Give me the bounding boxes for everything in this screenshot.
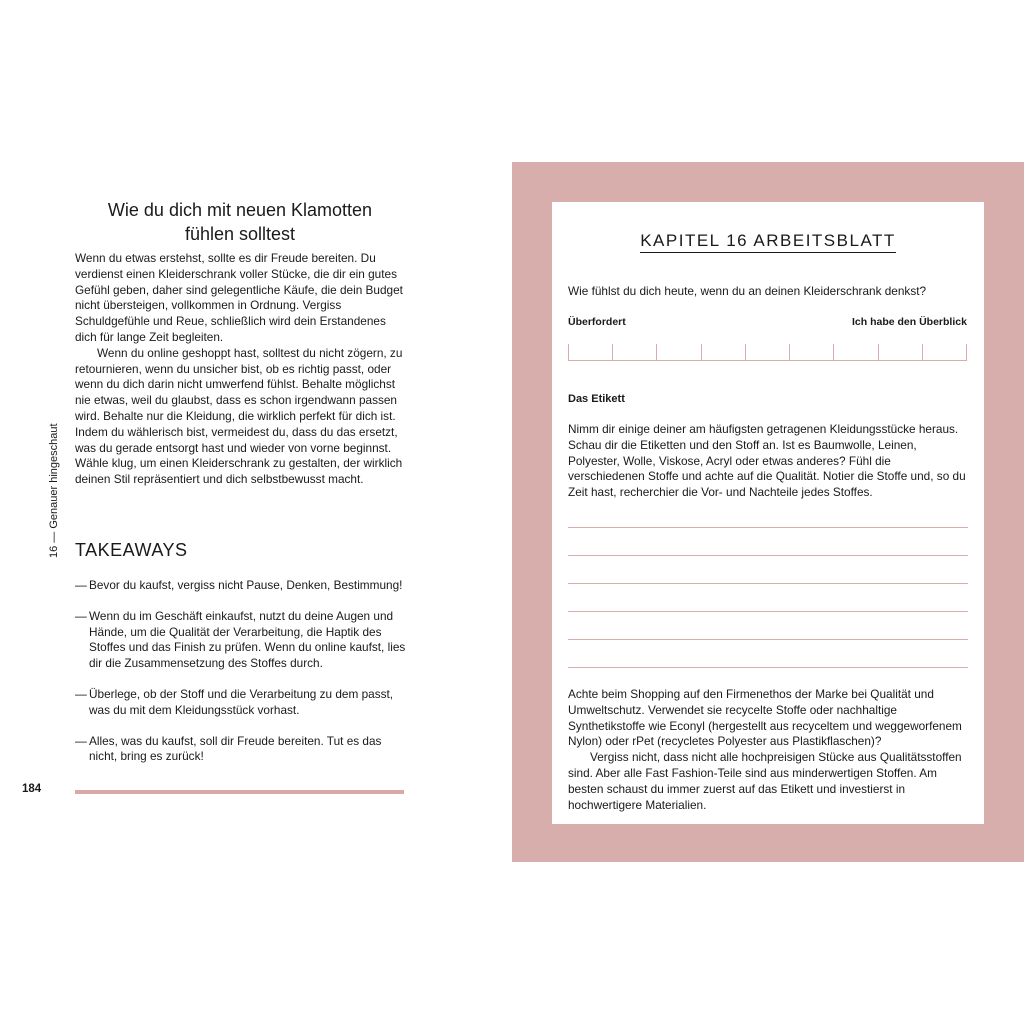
page-number: 184: [22, 783, 42, 795]
scale-segment[interactable]: [568, 344, 612, 360]
dash-marker: —: [75, 608, 87, 623]
scale-segment[interactable]: [745, 344, 789, 360]
running-head: 16 — Genauer hingeschaut: [48, 423, 60, 558]
takeaway-text: Überlege, ob der Stoff und die Verarbeitung zu dem passt, was du mit dem Kleidungsstück vorhast.: [89, 686, 394, 717]
takeaways-list: [75, 578, 410, 780]
footer-paragraph: Achte beim Shopping auf den Firmenethos der Marke bei Qualität und Umweltschutz. Verwendet sie recycelte Stoffe oder nachhaltige Synthetikstoffe wie Econyl (hergestellt aus recyceltem und weggeworfenem Nylon) oder rPet (recycletes Polyester aus Plastikflaschen)?: [568, 687, 962, 749]
scale-left-label: Überfordert: [568, 316, 626, 328]
bottom-rule: [75, 790, 404, 794]
writing-line[interactable]: [568, 583, 968, 611]
takeaway-text: Bevor du kaufst, vergiss nicht Pause, Denken, Bestimmung!: [89, 578, 403, 592]
body-paragraph: Wenn du online geshoppt hast, solltest du nicht zögern, zu retournieren, wenn du unsicher bist, ob es richtig passt, oder wenn du dich darin nicht umwerfend fühlst. Behalte möglichst nie etwas, weil du glaubst, dass es schon irgendwann passen wird. Behalte nur die Kleidung, die wirklich perfekt für dich ist. Indem du wählerisch bist, vermeidest du, dass du das ersetzt, was du gerade entsorgt hast und wieder von vorne beginnst. Wähle klug, um einen Kleiderschrank zu gestalten, der wirklich deinen Stil repräsentiert und dich selbstbewusst macht.: [75, 345, 403, 487]
dash-marker: —: [75, 578, 87, 592]
scale-segment[interactable]: [922, 344, 967, 360]
section-title: [75, 198, 405, 246]
section-title-line-1: Wie du dich mit neuen Klamotten: [107, 200, 373, 220]
footer-paragraph: Vergiss nicht, dass nicht alle hochpreisigen Stücke aus Qualitätsstoffen sind. Aber alle Fast Fashion-Teile sind aus minderwertigen Stoffen. Am besten schaust du immer zuerst auf das Etikett und investierst in hochwertigere Materialien.: [568, 750, 962, 812]
worksheet-question: Wie fühlst du dich heute, wenn du an deinen Kleiderschrank denkst?: [568, 284, 927, 298]
scale-right-label: Ich habe den Überblick: [852, 316, 967, 328]
takeaway-item: [75, 609, 410, 672]
dash-marker: —: [75, 686, 87, 701]
scale-segment[interactable]: [789, 344, 833, 360]
worksheet-title: [552, 231, 984, 251]
writing-line[interactable]: [568, 611, 968, 639]
worksheet-footer: [568, 687, 968, 813]
scale-segment[interactable]: [612, 344, 656, 360]
etikett-text: Nimm dir einige deiner am häufigsten getragenen Kleidungsstücke heraus. Schau dir die Etiketten und den Stoff an. Ist es Baumwolle, Leinen, Polyester, Wolle, Viskose, Acryl oder etwas anderes? Fühl die verschiedenen Stoffe und achte auf die Qualität. Notier die Stoffe und, so du Zeit hast, recherchier die Vor- und Nachteile jedes Stoffes.: [568, 422, 966, 500]
takeaway-item: [75, 734, 410, 766]
scale-segment[interactable]: [656, 344, 700, 360]
writing-line[interactable]: [568, 639, 968, 667]
etikett-heading: Das Etikett: [568, 393, 625, 405]
rating-scale[interactable]: [568, 344, 967, 361]
dash-marker: —: [75, 733, 87, 748]
writing-line[interactable]: [568, 527, 968, 555]
takeaway-item: [75, 687, 410, 719]
body-text: [75, 251, 405, 488]
scale-segment[interactable]: [833, 344, 877, 360]
scale-segment[interactable]: [878, 344, 922, 360]
takeaways-heading: TAKEAWAYS: [75, 540, 188, 560]
scale-segment[interactable]: [701, 344, 745, 360]
takeaway-text: Alles, was du kaufst, soll dir Freude bereiten. Tut es das nicht, bring es zurück!: [89, 733, 382, 764]
takeaway-text: Wenn du im Geschäft einkaufst, nutzt du deine Augen und Hände, um die Qualität der Verarbeitung, die Haptik des Stoffes und das Finish zu prüfen. Wenn du online kaufst, lies dir die Zusammensetzung des Stoffes durch.: [89, 608, 406, 671]
writing-line[interactable]: [568, 555, 968, 583]
writing-lines[interactable]: [568, 527, 968, 695]
worksheet-title-text: KAPITEL 16 ARBEITSBLATT: [640, 231, 896, 253]
body-paragraph: Wenn du etwas erstehst, sollte es dir Freude bereiten. Du verdienst einen Kleiderschrank voller Stücke, die dir ein gutes Gefühl geben, daher sind gelegentliche Käufe, die dein Budget nicht übersteigen, vollkommen in Ordnung. Vergiss Schuldgefühle und Reue, schließlich wird dein Erstandenes dich für lange Zeit begleiten.: [75, 251, 403, 344]
section-title-line-2: fühlen solltest: [184, 224, 296, 244]
takeaway-item: [75, 578, 410, 594]
